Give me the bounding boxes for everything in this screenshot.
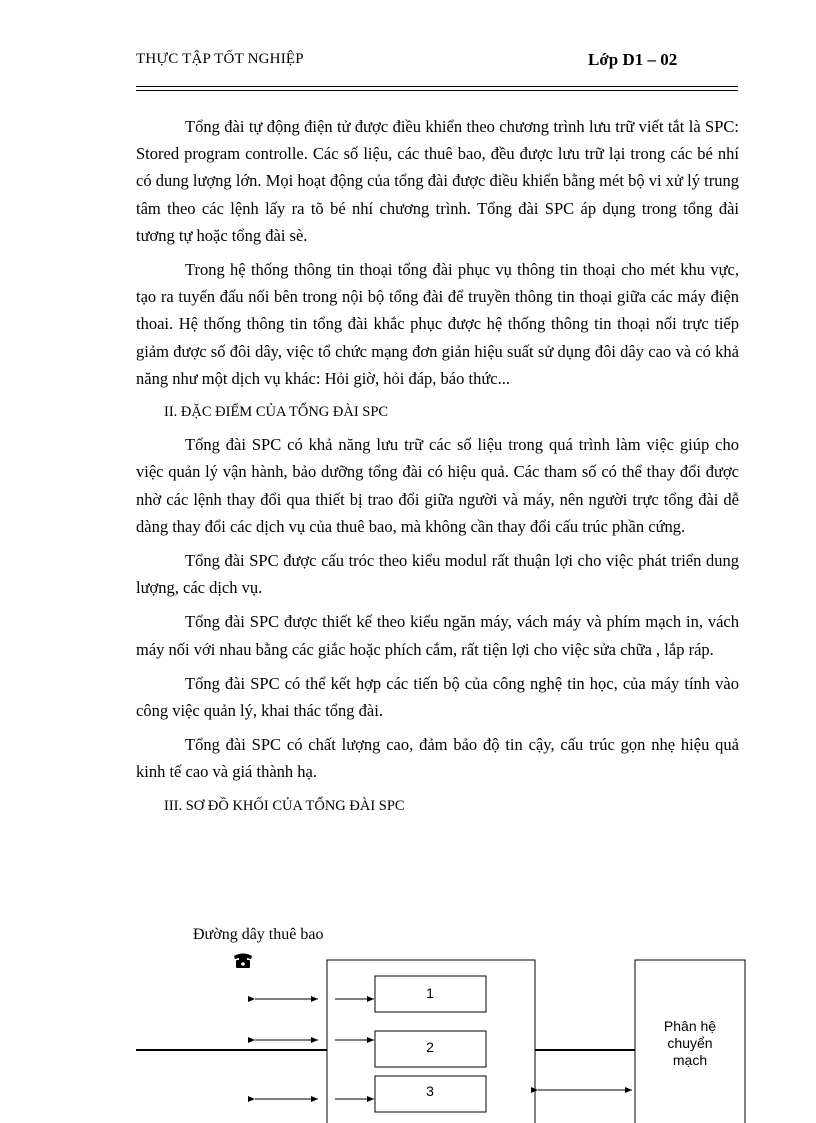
box-3-label: 3	[426, 1083, 434, 1099]
telephone-icon	[234, 954, 252, 969]
switch-label-line-2: chuyển	[667, 1035, 713, 1051]
box-2-label: 2	[426, 1039, 434, 1055]
section-2-paragraph-5: Tổng đài SPC có chất lượng cao, đảm bảo độ tin cậy, cấu trúc gọn nhẹ hiệu quả kinh tế cao và giá thành hạ.	[136, 735, 739, 782]
diagram-caption: Đường dây thuê bao	[193, 926, 324, 943]
section-2-paragraph-2: Tổng đài SPC được cấu tróc theo kiểu modul rất thuận lợi cho việc phát triển dung lượng, các dịch vụ.	[136, 551, 739, 598]
header-class: Lớp D1 – 02	[588, 50, 678, 69]
section-2-paragraph-4: Tổng đài SPC có thể kết hợp các tiến bộ của công nghệ tin học, của máy tính vào công việc quản lý, khai thác tổng đài.	[136, 673, 739, 721]
header-title: THỰC TẬP TỐT NGHIỆP	[136, 51, 304, 67]
box-1-label: 1	[426, 985, 434, 1001]
paragraph-2: Trong hệ thống thông tin thoại tổng đài phục vụ thông tin thoại cho mét khu vực, tạo ra tuyến đấu nối bên trong nội bộ tổng đài để truyền thông tin thoại giữa các máy điện thoai. Hệ thống thông tin tổng đài khắc phục được hệ thống thông tin thoại nối trực tiếp giảm được số đôi dây, việc tổ chức mạng đơn giản hiệu suất sử dụng đôi dây cao và có khả năng như một dịch vụ khác: Hỏi giờ, hỏi đáp, báo thức...	[136, 260, 739, 388]
section-3-heading: III. SƠ ĐỒ KHỐI CỦA TỔNG ĐÀI SPC	[164, 797, 405, 814]
section-2-paragraph-1: Tổng đài SPC có khả năng lưu trữ các số liệu trong quá trình làm việc giúp cho việc quản lý vận hành, bảo dưỡng tổng đài có hiệu quả. Các tham số có thể thay đổi được nhờ các lệnh thay đổi qua thiết bị trao đổi giữa người và máy, nên người trực tổng đài dễ dàng thay đổi các dịch vụ của thuê bao, mà không cần thay đổi cấu trúc phần cứng.	[136, 435, 739, 536]
switch-label-line-1: Phân hệ	[663, 1018, 717, 1034]
switch-label-line-3: mạch	[672, 1052, 708, 1068]
section-2-paragraph-3: Tổng đài SPC được thiết kế theo kiểu ngăn máy, vách máy và phím mạch in, vách máy nối với nhau bằng các giắc hoặc phích cắm, rất tiện lợi cho việc sửa chữa , lắp ráp.	[136, 612, 739, 659]
section-2-heading: II. ĐẶC ĐIỂM CỦA TỔNG ĐÀI SPC	[164, 404, 389, 421]
paragraph-1: Tổng đài tự động điện tử được điều khiển theo chương trình lưu trữ viết tắt là SPC: Stored program controlle. Các số liệu, các thuê bao, đều được lưu trữ lại trong các bé nhí có dung lượng lớn. Mọi hoạt động của tổng đài được điều khiển bằng mét bộ vi xử lý trung tâm theo các lệnh lấy ra tõ bé nhí chương trình. Tổng đài SPC áp dụng trong tổng đài tương tự hoặc tổng đài sè.	[136, 117, 739, 245]
